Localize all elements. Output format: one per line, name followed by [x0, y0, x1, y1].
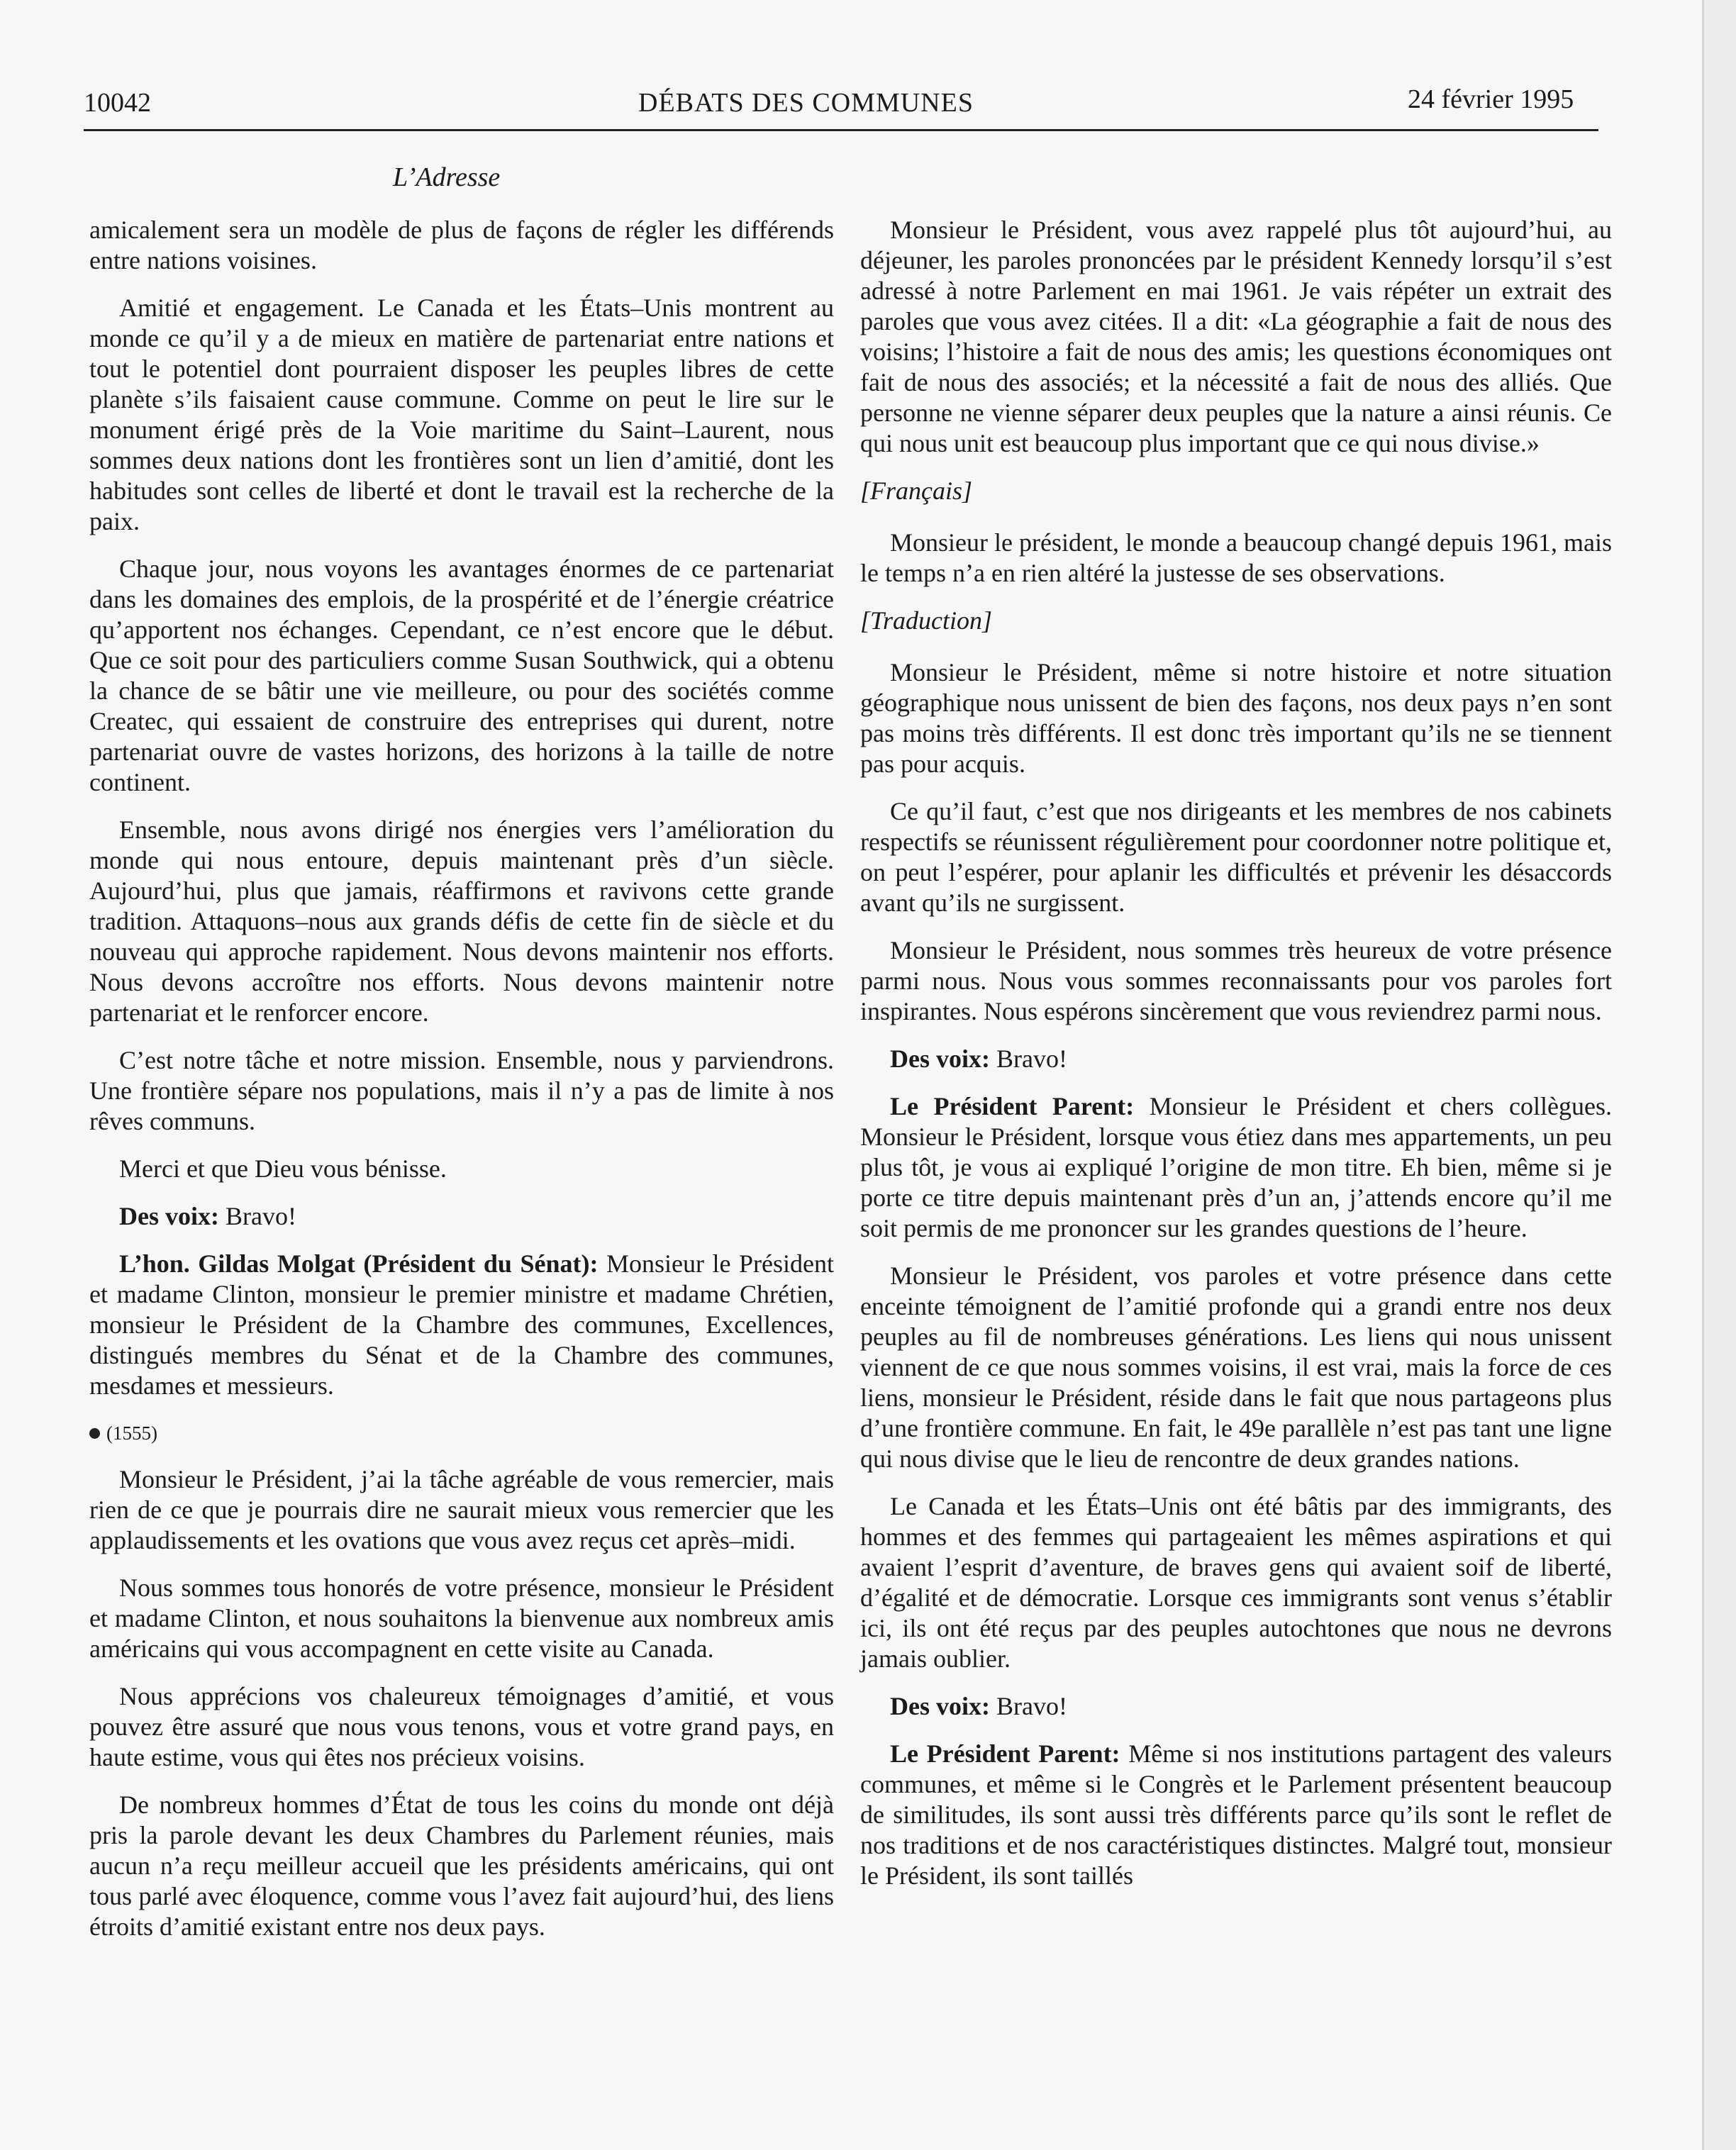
time-marker [89, 1418, 834, 1449]
paragraph: Monsieur le Président, nous sommes très heureux de votre présence parmi nous. Nous vous sommes reconnaissants pour vos paroles fort inspirantes. Nous espérons sincèrement que vous reviendrez parmi nous. [860, 936, 1612, 1025]
speech-text: Même si nos institutions partagent des valeurs communes, et même si le Congrès et le Parlement présentent beaucoup de similitudes, ils sont aussi très différents parce qu’ils sont le reflet de nos traditions et de nos caractéristiques distinctes. Malgré tout, monsieur le Président, ils sont taillés [860, 1739, 1612, 1890]
paragraph: Le Canada et les États–Unis ont été bâtis par des immigrants, des hommes et des femmes qui partageaient les mêmes aspirations et qui avaient l’esprit d’aventure, de braves gens qui avaient soif de liberté, d’égalité et de démocratie. Lorsque ces immigrants sont venus s’établir ici, ils ont été reçus par des peuples autochtones que nous ne devrons jamais oublier. [860, 1492, 1612, 1673]
speaker-paragraph [860, 1691, 1612, 1722]
paragraph: De nombreux hommes d’État de tous les coins du monde ont déjà pris la parole devant les deux Chambres du Parlement réunies, mais aucun n’a reçu meilleur accueil que les présidents américains, qui ont tous parlé avec éloquence, comme vous l’avez fait aujourd’hui, des liens étroits d’amitié existant entre nos deux pays. [89, 1790, 834, 1941]
section-title: L’Adresse [393, 162, 501, 192]
time-marker-text: (1555) [106, 1422, 157, 1444]
speaker-name: Des voix: [890, 1692, 990, 1720]
paragraph: Chaque jour, nous voyons les avantages énormes de ce partenariat dans les domaines des emplois, de la prospérité et de l’énergie créatrice qu’apportent nos échanges. Cependant, ce n’est encore que le début. Que ce soit pour des particuliers comme Susan Southwick, qui a obtenu la chance de se bâtir une vie meilleure, ou pour des sociétés comme Createc, qui essaient de construire des entreprises qui durent, notre partenariat ouvre de vastes horizons, des horizons à la taille de notre continent. [89, 555, 834, 796]
language-tag: [Traduction] [860, 606, 993, 635]
language-tag: [Français] [860, 477, 973, 505]
paragraph: amicalement sera un modèle de plus de façons de régler les différends entre nations voisines. [89, 216, 834, 274]
speech-text: Monsieur le Président et madame Clinton, monsieur le premier ministre et madame Chrétien, monsieur le Président de la Chambre des communes, Excellences, distingués membres du Sénat et de la Chambre des communes, mesdames et messieurs. [89, 1249, 835, 1400]
paragraph: Nous sommes tous honorés de votre présence, monsieur le Président et madame Clinton, et nous souhaitons la bienvenue aux nombreux amis américains qui vous accompagnent en cette visite au Canada. [89, 1573, 834, 1663]
speech-text: Monsieur le Président et chers collègues. Monsieur le Président, lorsque vous étiez dans mes appartements, un peu plus tôt, je vous ai expliqué l’origine de mon titre. Eh bien, même si je porte ce titre depuis maintenant près d’un an, j’attends encore qu’il me soit permis de me prononcer sur les grandes questions de l’heure. [860, 1092, 1612, 1242]
speaker-name: Le Président Parent: [890, 1739, 1120, 1768]
speaker-name: Des voix: [890, 1045, 990, 1073]
speaker-name: L’hon. Gildas Molgat (Président du Sénat): [119, 1249, 599, 1278]
paragraph: Amitié et engagement. Le Canada et les États–Unis montrent au monde ce qu’il y a de mieux en matière de partenariat entre nations et tout le potentiel dont pourraient disposer les peuples libres de cette planète s’ils faisaient cause commune. Comme on peut le lire sur le monument érigé près de la Voie maritime du Saint–Laurent, nous sommes deux nations dont les frontières sont un lien d’amitié, dont les habitudes sont celles de liberté et dont le travail est la recherche de la paix. [89, 294, 834, 535]
speech-text: Bravo! [989, 1692, 1067, 1720]
bullet-icon [89, 1428, 100, 1439]
paragraph: Ce qu’il faut, c’est que nos dirigeants et les membres de nos cabinets respectifs se réunissent régulièrement pour coordonner notre politique et, on peut l’espérer, pour aplanir les difficultés et prévenir les désaccords avant qu’ils ne surgissent. [860, 797, 1612, 917]
speaker-paragraph [860, 1044, 1612, 1074]
paragraph: Monsieur le Président, vous avez rappelé plus tôt aujourd’hui, au déjeuner, les paroles prononcées par le président Kennedy lorsqu’il s’est adressé à notre Parlement en mai 1961. Je vais répéter un extrait des paroles que vous avez citées. Il a dit: «La géographie a fait de nous des voisins; l’histoire a fait de nous des amis; les questions économiques ont fait de nous des associés; et la nécessité a fait de nous des alliés. Que personne ne vienne séparer deux peuples que la nature a ainsi réunis. Ce qui nous unit est beaucoup plus important que ce qui nous divise.» [860, 216, 1612, 457]
speaker-paragraph [89, 1201, 834, 1232]
header-rule [84, 129, 1598, 131]
paragraph: Monsieur le Président, j’ai la tâche agréable de vous remercier, mais rien de ce que je pourrais dire ne saurait mieux vous remercier que les applaudissements et les ovations que vous avez reçus cet après–midi. [89, 1465, 834, 1554]
right-column [860, 215, 1612, 1908]
speaker-paragraph [860, 1091, 1612, 1244]
paragraph: Nous apprécions vos chaleureux témoignages d’amitié, et vous pouvez être assuré que nous vous tenons, vous et votre grand pays, en haute estime, vous qui êtes nos précieux voisins. [89, 1682, 834, 1771]
paragraph: Ensemble, nous avons dirigé nos énergies vers l’amélioration du monde qui nous entoure, depuis maintenant près d’un siècle. Aujourd’hui, plus que jamais, réaffirmons et ravivons cette grande tradition. Attaquons–nous aux grands défis de cette fin de siècle et du nouveau qui approche rapidement. Nous devons maintenir nos efforts. Nous devons accroître nos efforts. Nous devons maintenir notre partenariat et le renforcer encore. [89, 815, 834, 1027]
paragraph: Merci et que Dieu vous bénisse. [119, 1154, 447, 1183]
running-head: DÉBATS DES COMMUNES [638, 88, 974, 118]
speech-text: Bravo! [218, 1202, 296, 1230]
paragraph: C’est notre tâche et notre mission. Ensemble, nous y parviendrons. Une frontière sépare nos populations, mais il n’y a pas de limite à nos rêves communs. [89, 1046, 834, 1135]
paragraph: Monsieur le Président, vos paroles et votre présence dans cette enceinte témoignent de l’amitié profonde qui a grandi entre nos deux peuples au fil de nombreuses générations. Les liens qui nous unissent viennent de ce que nous sommes voisins, il est vrai, mais la force de ces liens, monsieur le Président, réside dans le fait que nous partageons plus d’une frontière commune. En fait, le 49e parallèle n’est pas tant une ligne qui nous divise que le lieu de rencontre de deux grandes nations. [860, 1261, 1612, 1473]
page-number: 10042 [84, 88, 151, 118]
speaker-name: Des voix: [119, 1202, 219, 1230]
left-column [89, 215, 834, 1959]
header-date: 24 février 1995 [1408, 84, 1574, 114]
speaker-paragraph [89, 1249, 834, 1401]
speaker-paragraph [860, 1739, 1612, 1891]
paragraph: Monsieur le Président, même si notre histoire et notre situation géographique nous unissent de bien des façons, nos deux pays n’en sont pas moins très différents. Il est donc très important qu’ils ne se tiennent pas pour acquis. [860, 658, 1612, 778]
speaker-name: Le Président Parent: [890, 1092, 1135, 1120]
speech-text: Bravo! [989, 1045, 1067, 1073]
paragraph: Monsieur le président, le monde a beaucoup changé depuis 1961, mais le temps n’a en rien altéré la justesse de ses observations. [860, 528, 1612, 587]
